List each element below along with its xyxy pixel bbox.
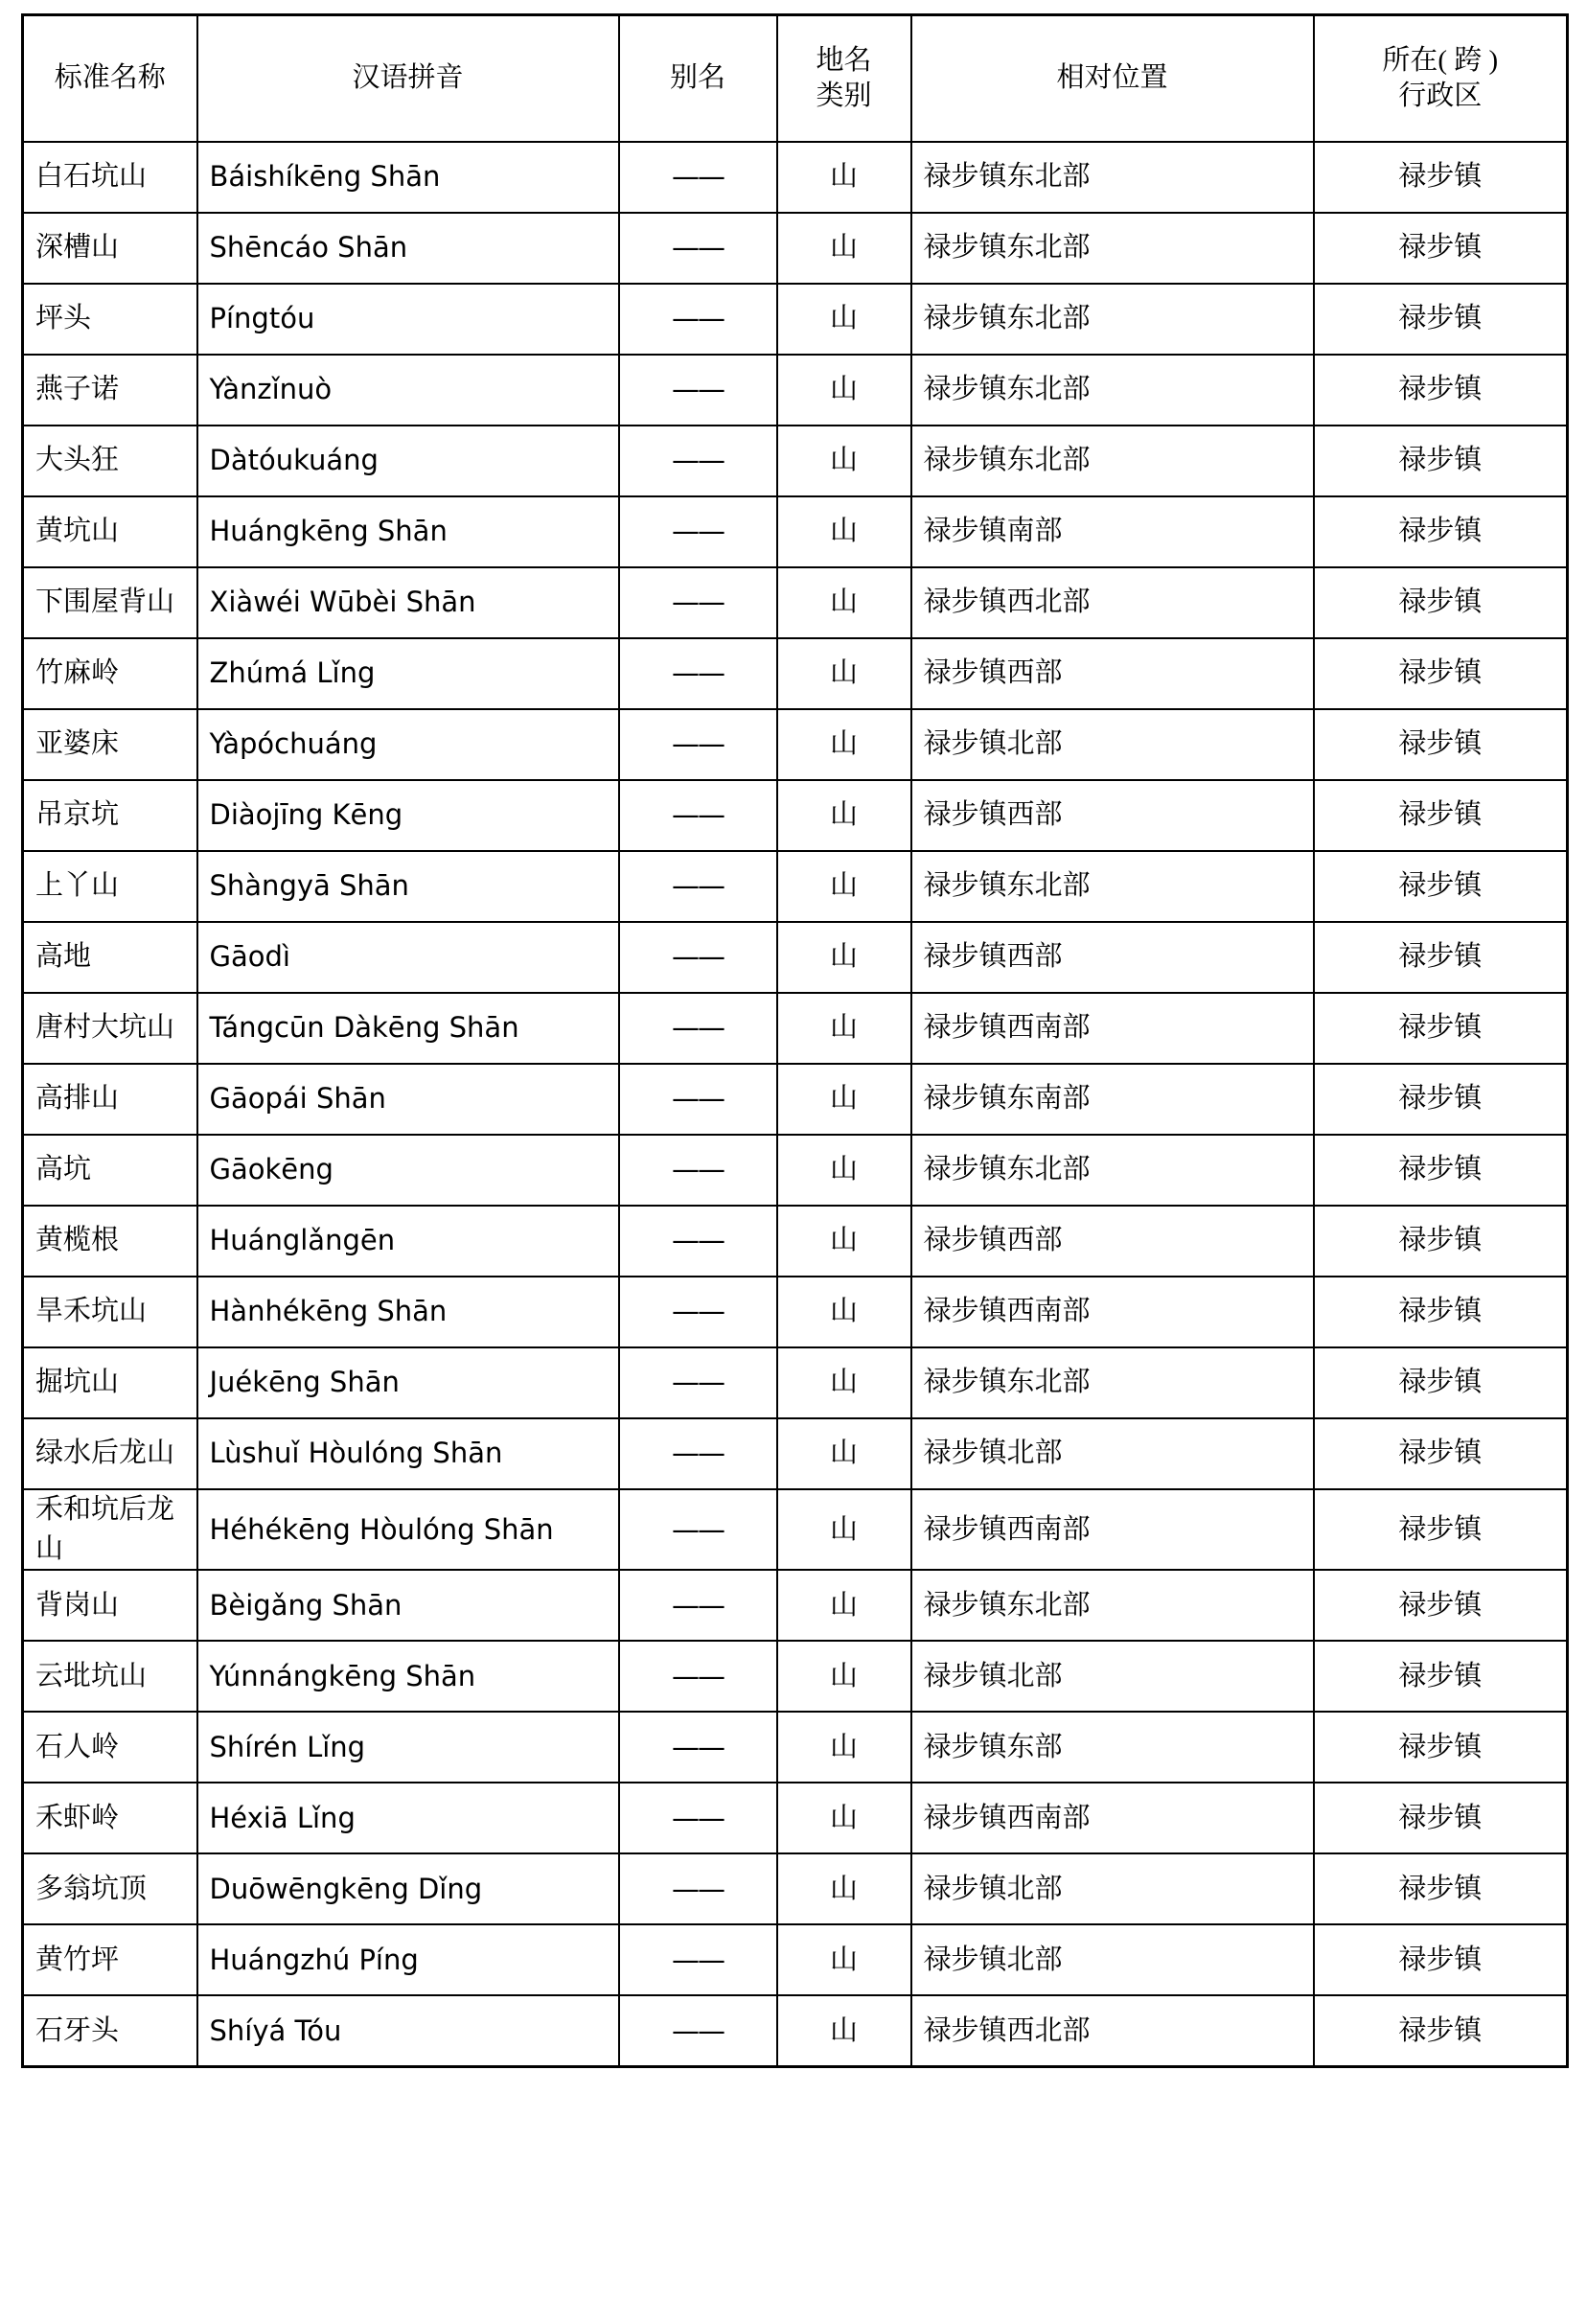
cell-alias: —— [619,1712,777,1783]
cell-alias: —— [619,426,777,496]
cell-category: 山 [777,142,911,213]
table-row [23,1135,1568,1206]
cell-pinyin: Shēncáo Shān [197,213,619,284]
cell-pinyin: Huángkēng Shān [197,496,619,567]
cell-relative-position: 禄步镇东北部 [911,426,1314,496]
cell-relative-position: 禄步镇西北部 [911,567,1314,638]
column-header-category-line1: 地名 [816,44,872,76]
cell-standard-name: 黄竹坪 [23,1924,197,1995]
cell-relative-position: 禄步镇东北部 [911,355,1314,426]
cell-district: 禄步镇 [1314,1853,1568,1924]
cell-standard-name: 禾虾岭 [23,1783,197,1853]
cell-district: 禄步镇 [1314,1570,1568,1641]
cell-relative-position: 禄步镇西部 [911,780,1314,851]
column-header-relative-position [911,15,1314,143]
cell-relative-position: 禄步镇北部 [911,1641,1314,1712]
cell-pinyin: Gāokēng [197,1135,619,1206]
cell-pinyin: Huángzhú Píng [197,1924,619,1995]
cell-category: 山 [777,1783,911,1853]
cell-relative-position: 禄步镇西北部 [911,1995,1314,2066]
cell-alias: —— [619,1489,777,1570]
table-row [23,142,1568,213]
cell-alias: —— [619,1135,777,1206]
table-row [23,851,1568,922]
cell-alias: —— [619,1570,777,1641]
cell-alias: —— [619,851,777,922]
cell-category: 山 [777,709,911,780]
table-row [23,355,1568,426]
cell-district: 禄步镇 [1314,1995,1568,2066]
table-row [23,1206,1568,1277]
cell-standard-name: 多翁坑顶 [23,1853,197,1924]
cell-category: 山 [777,1570,911,1641]
column-header-pinyin-line1: 汉语拼音 [352,62,464,94]
column-header-standard-name [23,15,197,143]
cell-category: 山 [777,638,911,709]
cell-pinyin: Shàngyā Shān [197,851,619,922]
cell-pinyin: Lùshuǐ Hòulóng Shān [197,1418,619,1489]
cell-standard-name: 云㘩坑山 [23,1641,197,1712]
cell-relative-position: 禄步镇东北部 [911,851,1314,922]
cell-standard-name: 深槽山 [23,213,197,284]
cell-category: 山 [777,1135,911,1206]
table-row [23,1853,1568,1924]
column-header-district-line2: 行政区 [1398,81,1483,111]
cell-standard-name: 黄榄根 [23,1206,197,1277]
cell-standard-name: 白石坑山 [23,142,197,213]
column-header-relative-position-line1: 相对位置 [1056,62,1168,94]
cell-alias: —— [619,638,777,709]
cell-district: 禄步镇 [1314,1641,1568,1712]
table-row [23,638,1568,709]
cell-district: 禄步镇 [1314,284,1568,355]
cell-pinyin: Duōwēngkēng Dǐng [197,1853,619,1924]
cell-relative-position: 禄步镇东南部 [911,1064,1314,1135]
cell-pinyin: Zhúmá Lǐng [197,638,619,709]
column-header-category [777,15,911,143]
cell-standard-name: 唐村大坑山 [23,993,197,1064]
table-row [23,284,1568,355]
column-header-district-line1: 所在( 跨 ) [1382,44,1499,76]
cell-alias: —— [619,780,777,851]
table-header [23,15,1568,143]
table-row [23,496,1568,567]
cell-district: 禄步镇 [1314,638,1568,709]
cell-standard-name: 大头狂 [23,426,197,496]
cell-relative-position: 禄步镇东北部 [911,142,1314,213]
cell-category: 山 [777,1489,911,1570]
cell-standard-name: 绿水后龙山 [23,1418,197,1489]
cell-alias: —— [619,709,777,780]
cell-relative-position: 禄步镇西南部 [911,1277,1314,1347]
column-header-alias [619,15,777,143]
cell-pinyin: Xiàwéi Wūbèi Shān [197,567,619,638]
cell-pinyin: Shíyá Tóu [197,1995,619,2066]
cell-alias: —— [619,1347,777,1418]
table-row [23,780,1568,851]
table-row [23,922,1568,993]
cell-relative-position: 禄步镇东北部 [911,1347,1314,1418]
cell-category: 山 [777,1853,911,1924]
column-header-pinyin [197,15,619,143]
cell-alias: —— [619,213,777,284]
cell-category: 山 [777,851,911,922]
cell-pinyin: Yàpóchuáng [197,709,619,780]
cell-category: 山 [777,284,911,355]
cell-district: 禄步镇 [1314,142,1568,213]
cell-alias: —— [619,1064,777,1135]
cell-standard-name: 掘坑山 [23,1347,197,1418]
cell-standard-name: 吊京坑 [23,780,197,851]
cell-category: 山 [777,1064,911,1135]
table-row [23,1570,1568,1641]
cell-alias: —— [619,1924,777,1995]
cell-relative-position: 禄步镇南部 [911,496,1314,567]
cell-category: 山 [777,426,911,496]
cell-district: 禄步镇 [1314,213,1568,284]
cell-category: 山 [777,496,911,567]
cell-alias: —— [619,355,777,426]
cell-alias: —— [619,1206,777,1277]
cell-district: 禄步镇 [1314,496,1568,567]
cell-alias: —— [619,1418,777,1489]
cell-relative-position: 禄步镇西部 [911,1206,1314,1277]
cell-district: 禄步镇 [1314,1783,1568,1853]
cell-category: 山 [777,993,911,1064]
cell-district: 禄步镇 [1314,1712,1568,1783]
cell-category: 山 [777,1347,911,1418]
cell-pinyin: Bèigǎng Shān [197,1570,619,1641]
cell-district: 禄步镇 [1314,851,1568,922]
cell-pinyin: Gāodì [197,922,619,993]
cell-category: 山 [777,1995,911,2066]
cell-pinyin: Píngtóu [197,284,619,355]
cell-district: 禄步镇 [1314,426,1568,496]
cell-category: 山 [777,780,911,851]
cell-district: 禄步镇 [1314,709,1568,780]
cell-district: 禄步镇 [1314,1418,1568,1489]
cell-district: 禄步镇 [1314,1924,1568,1995]
cell-category: 山 [777,922,911,993]
table-row [23,1347,1568,1418]
cell-alias: —— [619,142,777,213]
cell-pinyin: Héhékēng Hòulóng Shān [197,1489,619,1570]
cell-relative-position: 禄步镇北部 [911,1418,1314,1489]
cell-category: 山 [777,1206,911,1277]
cell-relative-position: 禄步镇西南部 [911,1783,1314,1853]
table-header-row [23,15,1568,143]
cell-pinyin: Huánglǎngēn [197,1206,619,1277]
cell-alias: —— [619,496,777,567]
cell-pinyin: Gāopái Shān [197,1064,619,1135]
cell-district: 禄步镇 [1314,780,1568,851]
column-header-alias-line1: 别名 [669,62,725,94]
cell-district: 禄步镇 [1314,922,1568,993]
table-row [23,1641,1568,1712]
cell-category: 山 [777,1712,911,1783]
cell-pinyin: Juékēng Shān [197,1347,619,1418]
cell-pinyin: Dàtóukuáng [197,426,619,496]
cell-pinyin: Shírén Lǐng [197,1712,619,1783]
cell-alias: —— [619,993,777,1064]
cell-pinyin: Héxiā Lǐng [197,1783,619,1853]
cell-standard-name: 背岗山 [23,1570,197,1641]
cell-standard-name: 禾和坑后龙山 [23,1489,197,1570]
cell-standard-name: 石牙头 [23,1995,197,2066]
cell-relative-position: 禄步镇北部 [911,709,1314,780]
table-row [23,213,1568,284]
cell-standard-name: 上丫山 [23,851,197,922]
cell-category: 山 [777,1418,911,1489]
cell-relative-position: 禄步镇西南部 [911,1489,1314,1570]
cell-pinyin: Báishíkēng Shān [197,142,619,213]
cell-standard-name: 高坑 [23,1135,197,1206]
place-name-table [21,13,1569,2068]
cell-pinyin: Yànzǐnuò [197,355,619,426]
cell-standard-name: 坪头 [23,284,197,355]
cell-category: 山 [777,567,911,638]
cell-alias: —— [619,1783,777,1853]
table-row [23,426,1568,496]
column-header-standard-name-line1: 标准名称 [54,62,166,94]
table-row [23,1995,1568,2066]
cell-standard-name: 高地 [23,922,197,993]
cell-standard-name: 黄坑山 [23,496,197,567]
table-row [23,567,1568,638]
table-row [23,1489,1568,1570]
cell-district: 禄步镇 [1314,1064,1568,1135]
cell-category: 山 [777,1924,911,1995]
cell-alias: —— [619,284,777,355]
cell-alias: —— [619,567,777,638]
cell-district: 禄步镇 [1314,1206,1568,1277]
cell-pinyin: Diàojīng Kēng [197,780,619,851]
cell-category: 山 [777,1641,911,1712]
cell-alias: —— [619,1277,777,1347]
cell-district: 禄步镇 [1314,1347,1568,1418]
column-header-category-line2: 类别 [816,81,872,111]
cell-alias: —— [619,1995,777,2066]
cell-relative-position: 禄步镇北部 [911,1924,1314,1995]
cell-district: 禄步镇 [1314,355,1568,426]
cell-standard-name: 亚婆床 [23,709,197,780]
table-row [23,1924,1568,1995]
cell-relative-position: 禄步镇东北部 [911,1570,1314,1641]
table-row [23,993,1568,1064]
cell-relative-position: 禄步镇西部 [911,922,1314,993]
cell-pinyin: Hànhékēng Shān [197,1277,619,1347]
cell-category: 山 [777,355,911,426]
cell-standard-name: 旱禾坑山 [23,1277,197,1347]
cell-relative-position: 禄步镇西部 [911,638,1314,709]
column-header-district [1314,15,1568,143]
table-body [23,142,1568,2066]
cell-standard-name: 高排山 [23,1064,197,1135]
table-row [23,1277,1568,1347]
cell-relative-position: 禄步镇北部 [911,1853,1314,1924]
cell-relative-position: 禄步镇东北部 [911,213,1314,284]
table-row [23,1064,1568,1135]
cell-district: 禄步镇 [1314,567,1568,638]
cell-relative-position: 禄步镇东北部 [911,1135,1314,1206]
cell-relative-position: 禄步镇东部 [911,1712,1314,1783]
cell-category: 山 [777,213,911,284]
table-row [23,1712,1568,1783]
cell-alias: —— [619,922,777,993]
cell-pinyin: Tángcūn Dàkēng Shān [197,993,619,1064]
cell-category: 山 [777,1277,911,1347]
cell-pinyin: Yúnnángkēng Shān [197,1641,619,1712]
cell-relative-position: 禄步镇东北部 [911,284,1314,355]
cell-alias: —— [619,1641,777,1712]
cell-alias: —— [619,1853,777,1924]
table-row [23,709,1568,780]
cell-district: 禄步镇 [1314,1489,1568,1570]
cell-standard-name: 下围屋背山 [23,567,197,638]
table-row [23,1418,1568,1489]
cell-district: 禄步镇 [1314,993,1568,1064]
cell-district: 禄步镇 [1314,1277,1568,1347]
cell-district: 禄步镇 [1314,1135,1568,1206]
cell-relative-position: 禄步镇西南部 [911,993,1314,1064]
cell-standard-name: 石人岭 [23,1712,197,1783]
cell-standard-name: 竹麻岭 [23,638,197,709]
cell-standard-name: 燕子诺 [23,355,197,426]
table-row [23,1783,1568,1853]
